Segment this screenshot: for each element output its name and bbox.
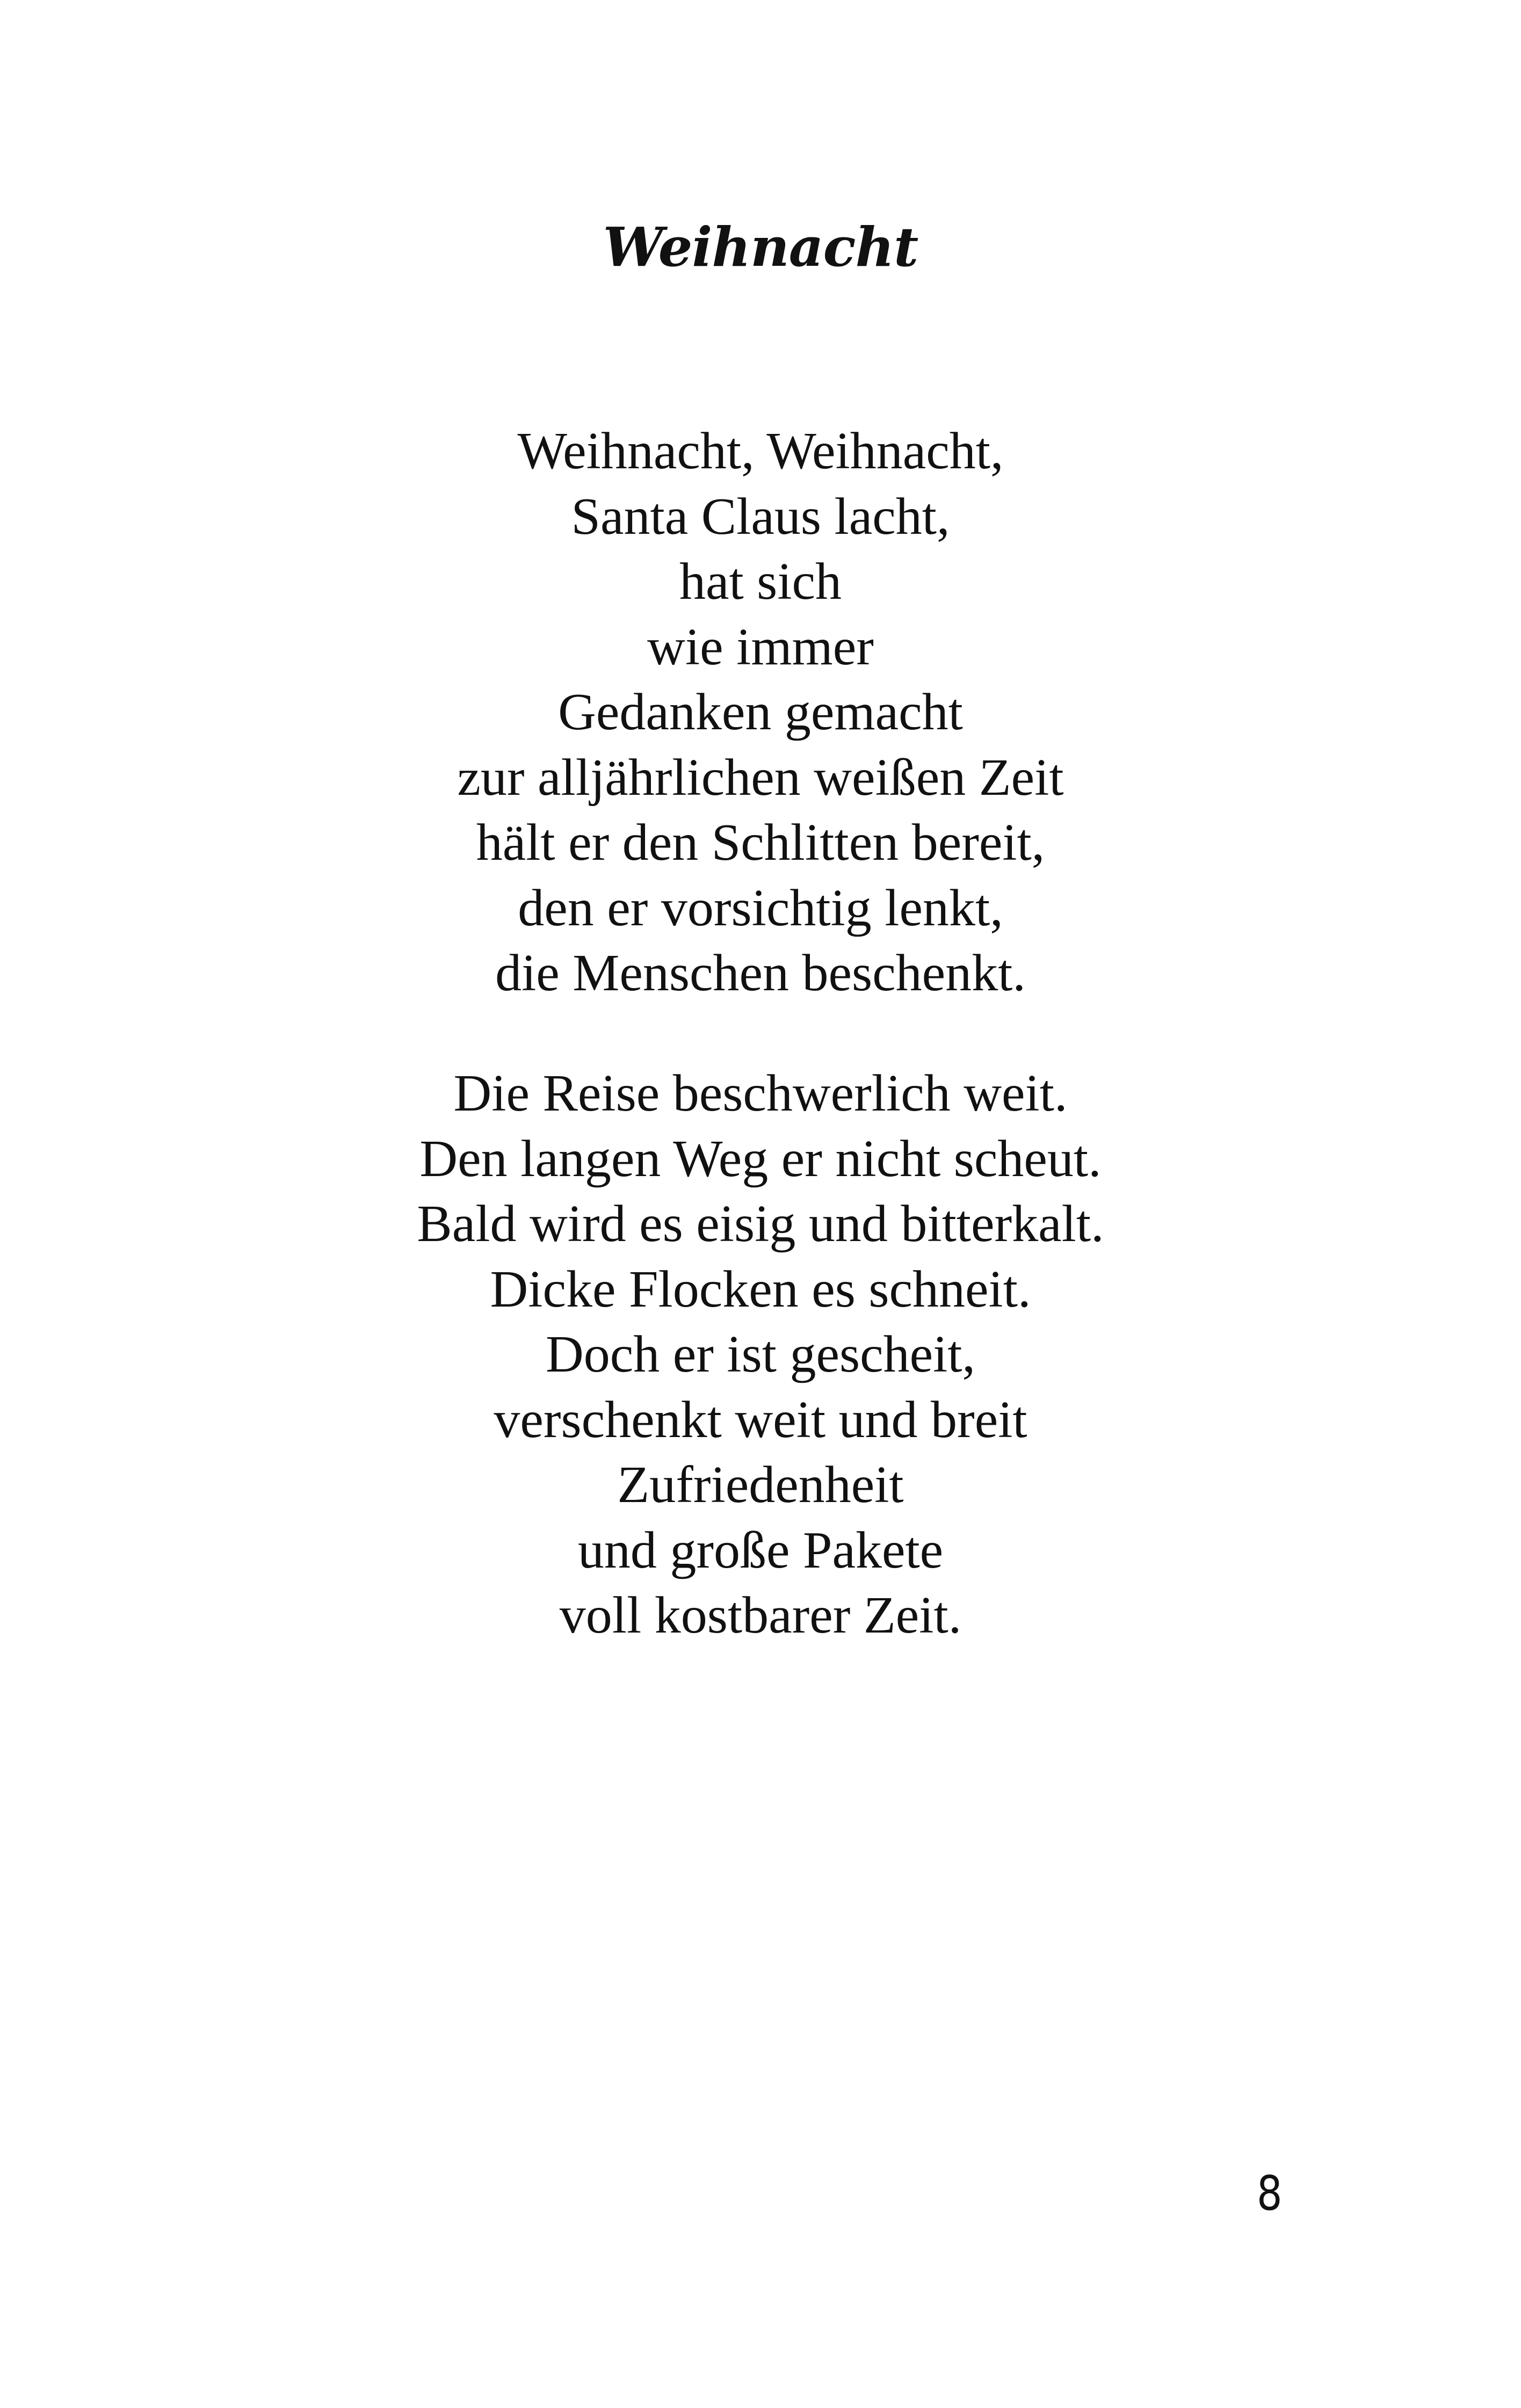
poem-line: voll kostbarer Zeit. <box>559 1586 962 1644</box>
poem-line: Gedanken gemacht <box>558 683 963 741</box>
poem-line: Zufriedenheit <box>617 1456 904 1514</box>
poem-line: hat sich <box>679 553 842 611</box>
poem-title: Weihnacht <box>603 215 918 279</box>
page-number: 8 <box>1257 2166 1283 2221</box>
poem-line: den er vorsichtig lenkt, <box>518 879 1003 937</box>
poem-line: Weihnacht, Weihnacht, <box>517 422 1004 480</box>
poem-line: Den langen Weg er nicht scheut. <box>419 1129 1102 1188</box>
poem-line: und große Pakete <box>577 1521 944 1579</box>
poem-line: Bald wird es eisig und bitterkalt. <box>417 1195 1104 1253</box>
poem-line: verschenkt weit und breit <box>494 1390 1027 1449</box>
poem-line: Dicke Flocken es schneit. <box>490 1260 1031 1318</box>
poem-line: Doch er ist gescheit, <box>545 1325 976 1383</box>
stanza-1 <box>0 419 1521 1006</box>
poem-line: hält er den Schlitten bereit, <box>476 814 1045 872</box>
poem-line: die Menschen beschenkt. <box>495 944 1026 1002</box>
poem-line: zur alljährlichen weißen Zeit <box>457 748 1064 807</box>
poem-line: Santa Claus lacht, <box>571 487 950 546</box>
poem-line: Die Reise beschwerlich weit. <box>453 1064 1068 1122</box>
stanza-2 <box>0 1061 1521 1649</box>
poem-line: wie immer <box>647 618 874 676</box>
